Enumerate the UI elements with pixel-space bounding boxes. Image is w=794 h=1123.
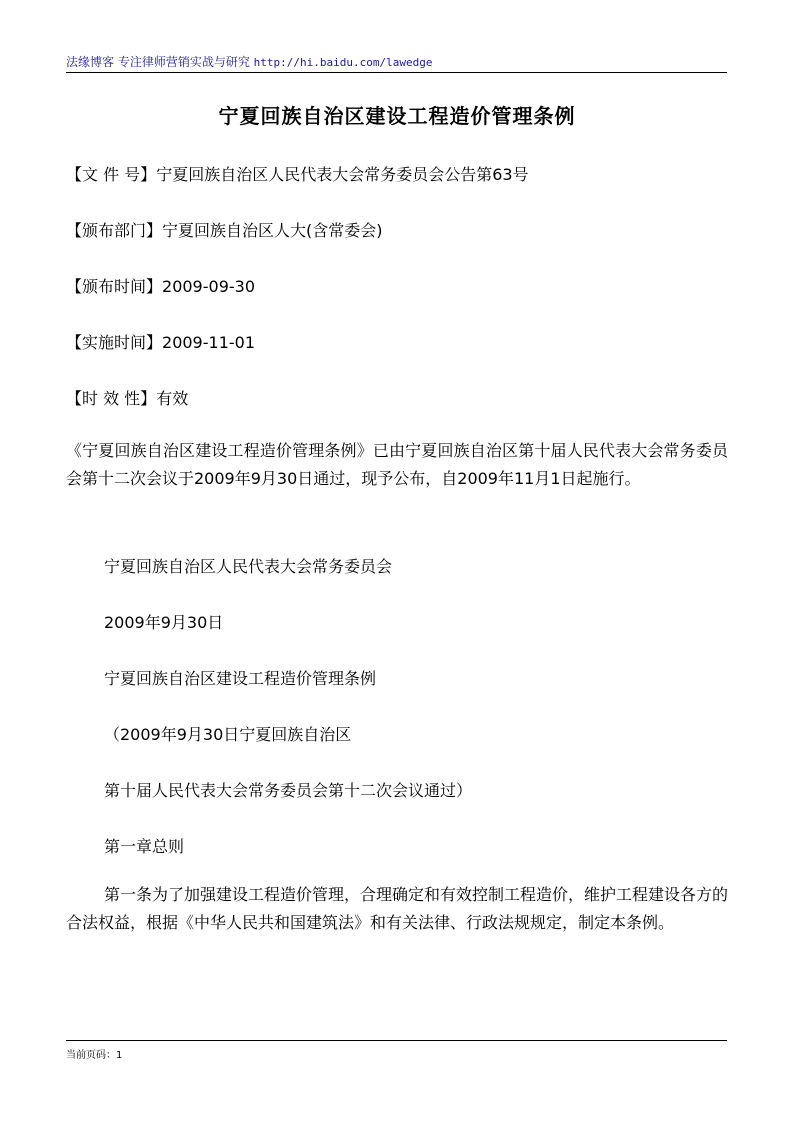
header-url-link[interactable]: http://hi.baidu.com/lawedge bbox=[253, 56, 433, 69]
meta-value: 有效 bbox=[156, 389, 189, 408]
footer-divider bbox=[66, 1040, 727, 1041]
meta-label: 【文 件 号】 bbox=[66, 165, 157, 184]
page-header bbox=[66, 53, 432, 70]
meta-value: 宁夏回族自治区人民代表大会常务委员会公告第63号 bbox=[156, 165, 529, 184]
meta-label: 【颁布部门】 bbox=[66, 221, 163, 240]
header-site-name: 法缘博客 专注律师营销实战与研究 bbox=[66, 55, 250, 69]
meta-validity bbox=[66, 386, 188, 409]
regulation-title-line: 宁夏回族自治区建设工程造价管理条例 bbox=[104, 669, 377, 688]
meta-doc-number bbox=[66, 162, 529, 185]
document-title: 宁夏回族自治区建设工程造价管理条例 bbox=[218, 104, 576, 128]
meta-value: 2009-09-30 bbox=[162, 277, 255, 296]
article-1-paragraph: 第一条为了加强建设工程造价管理，合理确定和有效控制工程造价，维护工程建设各方的合法权益，根据《中华人民共和国建筑法》和有关法律、行政法规规定，制定本条例。 bbox=[66, 885, 729, 932]
meta-issuing-dept bbox=[66, 218, 383, 241]
meta-label: 【时 效 性】 bbox=[66, 389, 157, 408]
issue-date-line: 2009年9月30日 bbox=[104, 613, 224, 632]
issuer-line: 宁夏回族自治区人民代表大会常务委员会 bbox=[104, 557, 393, 576]
page-number: 当前页码：1 bbox=[66, 1050, 123, 1061]
meta-label: 【颁布时间】 bbox=[66, 277, 163, 296]
meta-value: 宁夏回族自治区人大(含常委会) bbox=[162, 221, 383, 240]
meta-value: 2009-11-01 bbox=[162, 333, 255, 352]
meta-effective-date bbox=[66, 330, 255, 353]
passed-line-1: （2009年9月30日宁夏回族自治区 bbox=[104, 725, 352, 744]
meta-issue-date bbox=[66, 274, 255, 297]
meta-label: 【实施时间】 bbox=[66, 333, 163, 352]
header-divider bbox=[66, 72, 727, 73]
chapter-heading: 第一章总则 bbox=[104, 837, 185, 856]
passed-line-2: 第十届人民代表大会常务委员会第十二次会议通过） bbox=[104, 781, 473, 800]
announcement-paragraph: 《宁夏回族自治区建设工程造价管理条例》已由宁夏回族自治区第十届人民代表大会常务委员会第十二次会议于2009年9月30日通过，现予公布，自2009年11月1日起施行。 bbox=[66, 441, 728, 488]
